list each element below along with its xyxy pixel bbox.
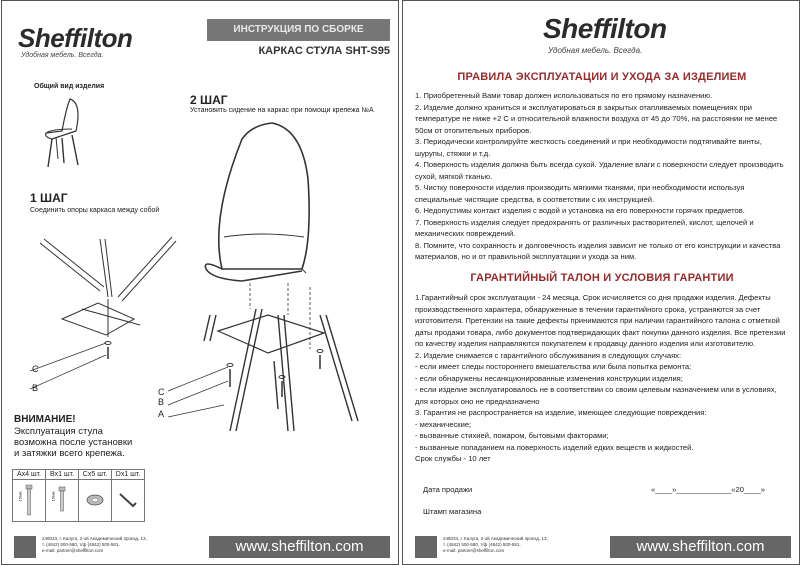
brand-slogan: Удобная мебель. Всегда. <box>21 52 104 59</box>
part-b-label: Bx1 шт. <box>46 470 79 480</box>
brand-slogan: Удобная мебель. Всегда. <box>548 46 643 55</box>
callout-b-step1: B <box>32 383 39 393</box>
parts-table <box>12 469 145 522</box>
part-c-cell <box>79 480 112 522</box>
warranty-item: Срок службы - 10 лет <box>415 454 491 463</box>
footer-website-bar <box>209 536 390 558</box>
warranty-item: - если обнаружены несанкционированные изменения конструкции изделия; <box>415 373 683 383</box>
warranty-item: - если изделие эксплуатировалось не в соответствии со своим целевым назначением или в условиях, для которых оно не предназначено <box>415 385 777 406</box>
header-band <box>207 19 390 41</box>
warranty-item: - механические; <box>415 419 472 429</box>
washer-icon <box>84 490 106 510</box>
rules-list <box>415 90 791 263</box>
sale-date-label: Дата продажи <box>423 485 473 494</box>
warning-text: Эксплуатация стула возможна после установки и затяжки всего крепежа. <box>14 426 133 459</box>
warranty-item: 2. Изделие снимается с гарантийного обслуживания в следующих случаях: <box>415 350 682 360</box>
rule-item: 5. Чистку поверхности изделия производить мягкими тканями, при необходимости используя специальные чистящие средства, в соответствии с их инструкцией. <box>415 183 745 204</box>
footer-address: 248033, г. Калуга, 2-ой Академический проезд, 13, <box>443 536 548 541</box>
part-a-cell <box>13 480 46 522</box>
footer-contacts <box>443 536 548 554</box>
footer-square <box>14 536 36 558</box>
warranty-item: 1.Гарантийный срок эксплуатации - 24 месяца. Срок исчисляется со дня продажи изделия. Дефекты производственного характера, обнаруженные в течении гарантийного срока, устраняются за счет изготовителя. Претензии на такие дефекты принимаются при наличии гарантийного талона с отметкой даты продажи товара, либо документов подтверждающих факт покупки данного изделия. Все претензии по качеству изделия направляются покупателем к продавцу данного изделия или изготовителю. <box>415 293 786 348</box>
rule-item: 6. Недопустимы контакт изделия с водой и установка на его поверхности горячих предметов. <box>415 206 745 215</box>
rules-title: ПРАВИЛА ЭКСПЛУАТАЦИИ И УХОДА ЗА ИЗДЕЛИЕМ <box>457 71 747 83</box>
warranty-item: - вызванные попаданием на поверхность изделий едких веществ и жидкостей. <box>415 442 694 452</box>
callout-c-step1: C <box>32 364 39 374</box>
chair-overview-drawing <box>22 93 92 173</box>
step2-title: 2 ШАГ <box>190 93 228 107</box>
footer-address: 248033, г. Калуга, 2-ой Академический проезд, 13, <box>42 536 147 541</box>
part-a-size: 15мм <box>17 491 23 502</box>
part-a-label: Ax4 шт. <box>13 470 46 480</box>
step1-text: Соединить опоры каркаса между собой <box>30 207 160 214</box>
assembly-instructions-page <box>1 0 399 565</box>
warning-title: ВНИМАНИЕ! <box>14 414 76 425</box>
warranty-item: 3. Гарантия не распространяется на изделие, имеющее следующие повреждения: <box>415 408 707 417</box>
callout-a-step2: A <box>158 409 165 419</box>
rule-item: 1. Приобретенный Вами товар должен использоваться по его прямому назначению. <box>415 91 713 100</box>
footer-square <box>415 536 437 558</box>
part-b-size: 15мм <box>50 491 56 502</box>
rule-item: 3. Периодически контролируйте жесткость соединений и при необходимости подтягивайте винты, шурупы, стяжки и т.д. <box>415 137 762 158</box>
hex-key-icon <box>117 490 139 510</box>
sale-date-field: «____»_____________«20____» <box>651 485 766 494</box>
footer-phone: т. (4842) 500-580, т/ф (4842) 500-581, <box>42 542 120 547</box>
header-top-title: ИНСТРУКЦИЯ ПО СБОРКЕ <box>233 24 364 35</box>
brand-logo: Sheffilton <box>18 23 133 53</box>
footer-email: e-mail: partner@sheffilton.com <box>443 548 505 553</box>
footer-email: e-mail: partner@sheffilton.com <box>42 548 104 553</box>
callout-c-step2: C <box>158 387 165 397</box>
part-b-cell <box>46 480 79 522</box>
footer-website-bar <box>610 536 791 558</box>
footer-contacts <box>42 536 147 554</box>
footer-phone: т. (4842) 500-580, т/ф (4842) 500-581, <box>443 542 521 547</box>
brand-logo: Sheffilton <box>543 13 667 44</box>
screw-icon <box>56 483 68 517</box>
header-product-title: КАРКАС СТУЛА SHT-S95 <box>258 45 390 57</box>
warranty-list <box>415 292 791 465</box>
rule-item: 7. Поверхность изделия следует предохранять от различных растворителей, кислот, щелочей и механических повреждений. <box>415 217 754 238</box>
stamp-label: Штамп магазина <box>423 507 482 516</box>
part-d-cell <box>112 480 145 522</box>
rule-item: 8. Помните, что сохранность и долговечность изделия зависит не только от его конструкции и качества материалов, но и от правильной эксплуатации и ухода за ним. <box>415 240 781 261</box>
part-d-label: Dx1 шт. <box>112 470 145 480</box>
step1-title: 1 ШАГ <box>30 191 68 205</box>
care-warranty-page <box>402 0 800 565</box>
footer-website: www.sheffilton.com <box>636 538 765 555</box>
warranty-item: - если имеет следы постороннего вмешательства или была попытка ремонта; <box>415 362 692 371</box>
rule-item: 4. Поверхность изделия должна быть всегда сухой. Удаление влаги с поверхности следует производить сухой, мягкой тканью. <box>415 160 784 181</box>
part-c-label: Cx5 шт. <box>79 470 112 480</box>
bolt-icon <box>23 483 35 517</box>
step2-text: Установить сидение на каркас при помощи крепежа №A <box>190 107 374 114</box>
warranty-item: - вызванные стихией, пожаром, бытовыми факторами; <box>415 431 609 440</box>
rule-item: 2. Изделие должно храниться и эксплуатироваться в закрытых отапливаемых помещениях при температуре не ниже +2 С и относительной влажности воздуха от 45 до 70%, на расстоянии не менее 50см от отопительных приборов. <box>415 102 778 135</box>
general-view-label: Общий вид изделия <box>34 83 105 90</box>
warranty-title: ГАРАНТИЙНЫЙ ТАЛОН И УСЛОВИЯ ГАРАНТИИ <box>470 272 734 284</box>
step2-assembly-drawing <box>152 119 387 449</box>
callout-b-step2: B <box>158 397 165 407</box>
footer-website: www.sheffilton.com <box>235 538 364 555</box>
